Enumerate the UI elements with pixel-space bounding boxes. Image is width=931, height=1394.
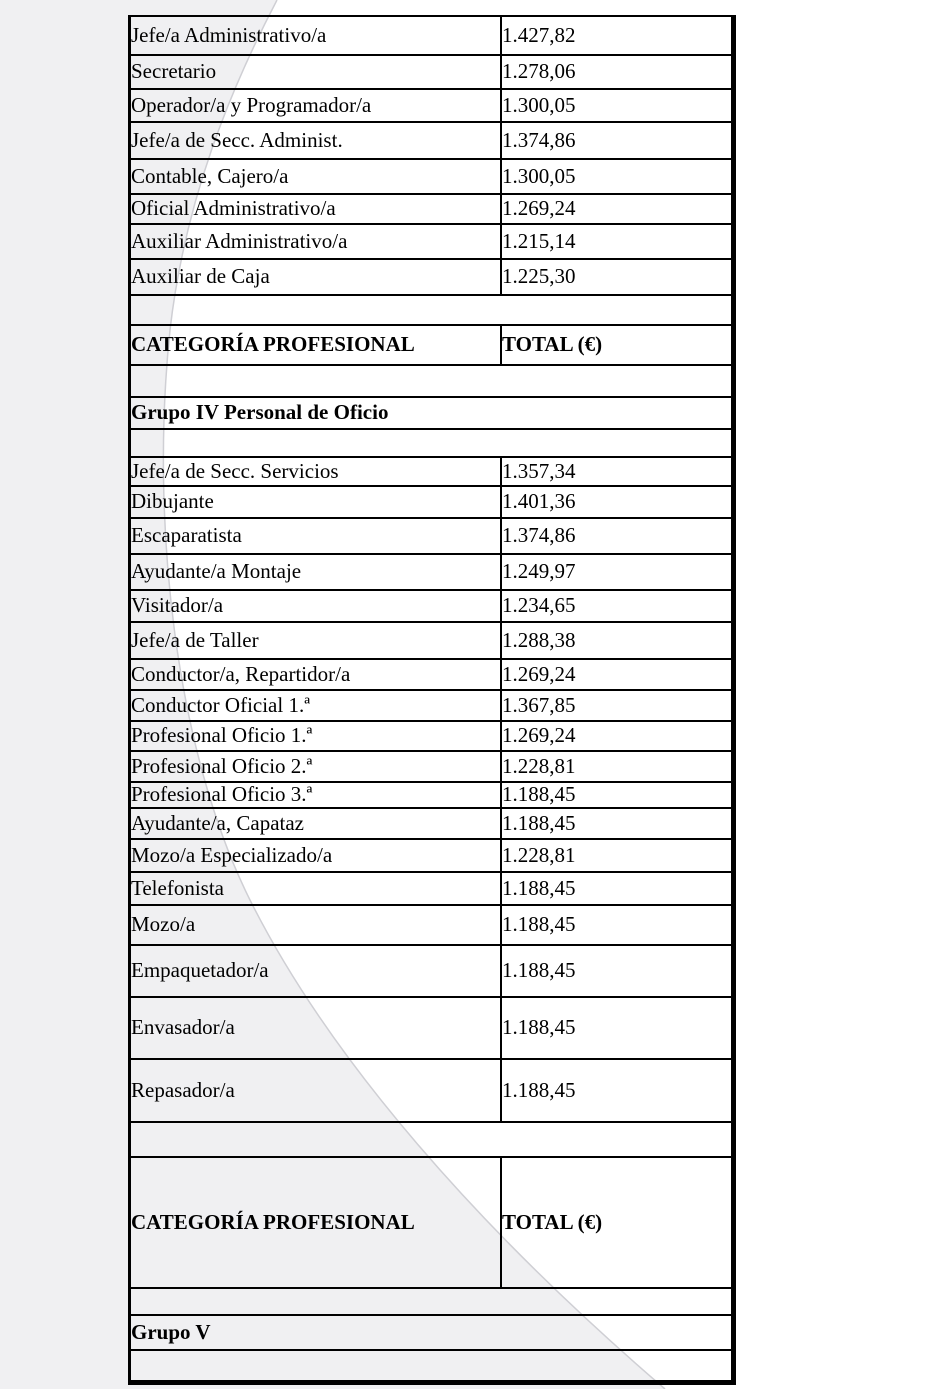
header-total-cell: TOTAL (€): [501, 325, 731, 365]
category-cell: Ayudante/a, Capataz: [131, 808, 501, 839]
table-row-data: [131, 872, 731, 905]
table-row-data: [131, 457, 731, 486]
table-row-data: [131, 622, 731, 659]
table-row-data: [131, 782, 731, 808]
total-cell: 1.269,24: [501, 721, 731, 751]
total-cell: 1.188,45: [501, 808, 731, 839]
group-title-cell: Grupo V: [131, 1315, 731, 1350]
category-cell: Secretario: [131, 55, 501, 89]
total-cell: 1.401,36: [501, 486, 731, 518]
total-cell: 1.300,05: [501, 89, 731, 122]
category-cell: Auxiliar Administrativo/a: [131, 224, 501, 259]
total-cell: 1.269,24: [501, 194, 731, 224]
category-cell: Oficial Administrativo/a: [131, 194, 501, 224]
total-cell: 1.215,14: [501, 224, 731, 259]
category-cell: Profesional Oficio 3.ª: [131, 782, 501, 808]
category-cell: Profesional Oficio 2.ª: [131, 751, 501, 782]
blank-cell: [131, 295, 731, 325]
table-row-data: [131, 808, 731, 839]
category-cell: Contable, Cajero/a: [131, 159, 501, 194]
total-cell: 1.188,45: [501, 872, 731, 905]
total-cell: 1.427,82: [502, 22, 576, 47]
table-row-data: [131, 518, 731, 554]
table-row-data: [131, 194, 731, 224]
total-cell: 1.188,45: [501, 945, 731, 997]
table-row-blank: [131, 1350, 731, 1380]
category-cell: Jefe/a de Taller: [131, 622, 501, 659]
category-cell: Envasador/a: [131, 997, 501, 1059]
table-row-data: [131, 89, 731, 122]
header-category-cell: CATEGORÍA PROFESIONAL: [131, 325, 501, 365]
table-row-data: [131, 721, 731, 751]
total-cell: 1.288,38: [501, 622, 731, 659]
total-cell: 1.188,45: [501, 905, 731, 945]
salary-table: [128, 15, 736, 1385]
category-cell: Operador/a y Programador/a: [131, 89, 501, 122]
category-cell: Jefe/a de Secc. Servicios: [131, 457, 501, 486]
group-title-cell: Grupo IV Personal de Oficio: [131, 397, 731, 429]
table-row-data: [131, 259, 731, 295]
table-row-group: [131, 1315, 731, 1350]
total-cell: 1.188,45: [501, 1059, 731, 1122]
total-cell: 1.228,81: [501, 839, 731, 872]
blank-cell: [131, 1350, 731, 1380]
total-cell: 1.357,34: [501, 457, 731, 486]
category-cell: Jefe/a de Secc. Administ.: [131, 122, 501, 159]
total-cell: 1.374,86: [501, 122, 731, 159]
table-row-data: [131, 224, 731, 259]
total-cell: 1.228,81: [501, 751, 731, 782]
total-cell: 1.278,06: [501, 55, 731, 89]
table-row-blank: [131, 1122, 731, 1157]
table-body: [131, 17, 731, 1380]
blank-cell: [131, 1122, 731, 1157]
table-row-data: [131, 905, 731, 945]
table-row-data: [131, 839, 731, 872]
table-row-blank: [131, 365, 731, 397]
table-row-data: [131, 997, 731, 1059]
table-row-data: [131, 554, 731, 590]
table-row-header: [131, 1157, 731, 1288]
total-cell: 1.300,05: [501, 159, 731, 194]
table-row-data: [131, 122, 731, 159]
category-cell: Conductor/a, Repartidor/a: [131, 659, 501, 690]
total-cell: 1.234,65: [501, 590, 731, 622]
table-row-data: [131, 590, 731, 622]
total-cell: 1.225,30: [501, 259, 731, 295]
total-cell: 1.249,97: [501, 554, 731, 590]
category-cell: Profesional Oficio 1.ª: [131, 721, 501, 751]
table-row-group: [131, 397, 731, 429]
table-row-data: [131, 486, 731, 518]
category-cell: Auxiliar de Caja: [131, 259, 501, 295]
table-row-data: [131, 159, 731, 194]
table-row-blank: [131, 429, 731, 457]
table-row-data: [131, 55, 731, 89]
total-cell: 1.188,45: [501, 997, 731, 1059]
total-cell: 1.367,85: [501, 690, 731, 721]
table-row-header: [131, 325, 731, 365]
table-row-data: [131, 945, 731, 997]
category-cell: Repasador/a: [131, 1059, 501, 1122]
total-cell: 1.269,24: [501, 659, 731, 690]
category-cell: Conductor Oficial 1.ª: [131, 690, 501, 721]
header-category-cell: CATEGORÍA PROFESIONAL: [131, 1157, 501, 1288]
total-cell: 1.188,45: [501, 782, 731, 808]
category-cell: Visitador/a: [131, 590, 501, 622]
category-cell: Mozo/a Especializado/a: [131, 839, 501, 872]
salary-table-grid: [131, 17, 731, 1380]
table-row-data: [131, 659, 731, 690]
category-cell: Empaquetador/a: [131, 945, 501, 997]
blank-cell: [131, 365, 731, 397]
category-cell: Escaparatista: [131, 518, 501, 554]
total-cell: 1.374,86: [501, 518, 731, 554]
category-cell: Jefe/a Administrativo/a: [131, 17, 501, 55]
table-row-blank: [131, 1288, 731, 1315]
blank-cell: [131, 1288, 731, 1315]
category-cell: Dibujante: [131, 486, 501, 518]
table-row-blank: [131, 295, 731, 325]
table-row-data: [131, 751, 731, 782]
category-cell: Ayudante/a Montaje: [131, 554, 501, 590]
header-total-cell: TOTAL (€): [501, 1157, 731, 1288]
table-row-data: [131, 1059, 731, 1122]
category-cell: Mozo/a: [131, 905, 501, 945]
table-row-data: [131, 17, 731, 55]
table-row-data: [131, 690, 731, 721]
blank-cell: [131, 429, 731, 457]
category-cell: Telefonista: [131, 872, 501, 905]
